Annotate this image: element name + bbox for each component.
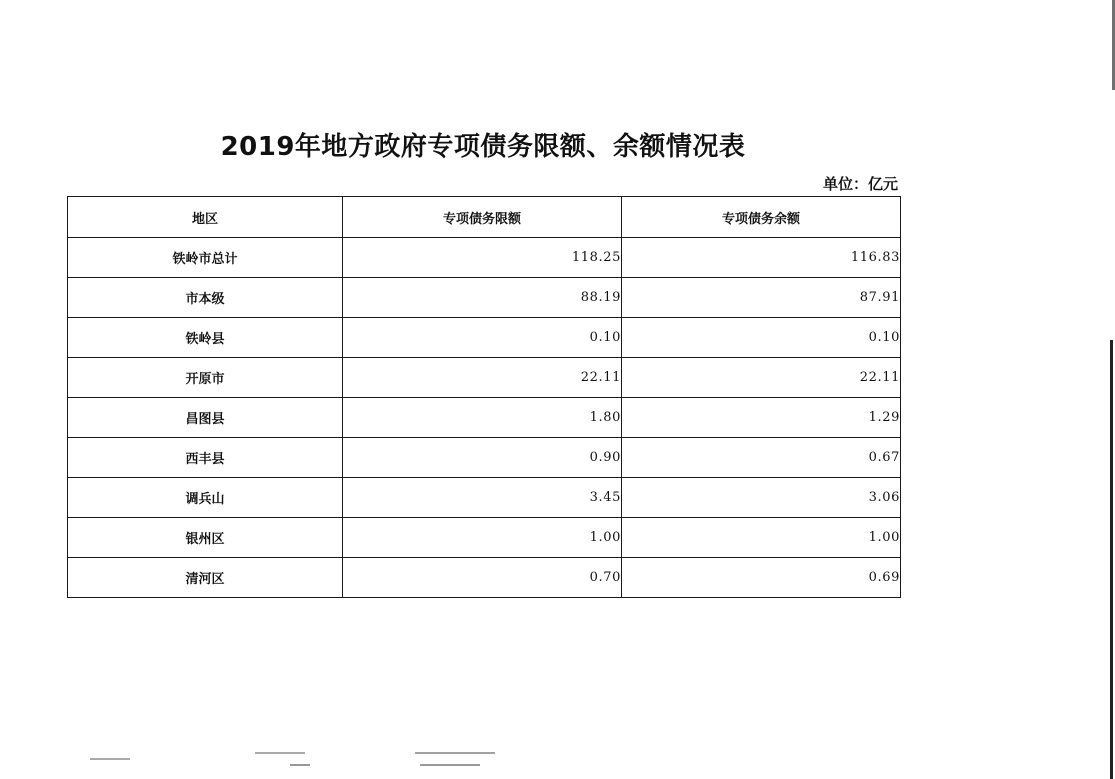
limit-cell: 0.90: [343, 438, 622, 478]
scan-smudge-mark: [420, 764, 480, 766]
region-cell: 清河区: [68, 558, 343, 598]
table-row: [68, 238, 901, 278]
limit-cell: 1.00: [343, 518, 622, 558]
limit-cell: 0.70: [343, 558, 622, 598]
balance-cell: 1.29: [622, 398, 901, 438]
region-cell: 昌图县: [68, 398, 343, 438]
table-row: [68, 438, 901, 478]
scan-smudge-mark: [415, 752, 495, 754]
table-row: [68, 478, 901, 518]
header-region: 地区: [68, 197, 343, 238]
table-row: [68, 558, 901, 598]
limit-cell: 22.11: [343, 358, 622, 398]
limit-cell: 1.80: [343, 398, 622, 438]
header-balance: 专项债务余额: [622, 197, 901, 238]
balance-cell: 116.83: [622, 238, 901, 278]
table-row: [68, 358, 901, 398]
balance-cell: 0.67: [622, 438, 901, 478]
balance-cell: 0.69: [622, 558, 901, 598]
region-cell: 开原市: [68, 358, 343, 398]
region-cell: 市本级: [68, 278, 343, 318]
limit-cell: 0.10: [343, 318, 622, 358]
region-cell: 银州区: [68, 518, 343, 558]
table-header-row: [68, 197, 901, 238]
scan-edge-mark: [1110, 340, 1113, 779]
balance-cell: 22.11: [622, 358, 901, 398]
page-title: 2019年地方政府专项债务限额、余额情况表: [220, 132, 746, 162]
unit-label: 单位：亿元: [822, 175, 898, 193]
balance-cell: 1.00: [622, 518, 901, 558]
table-row: [68, 398, 901, 438]
region-cell: 铁岭市总计: [68, 238, 343, 278]
table-row: [68, 278, 901, 318]
table-row: [68, 318, 901, 358]
region-cell: 调兵山: [68, 478, 343, 518]
region-cell: 西丰县: [68, 438, 343, 478]
table-row: [68, 518, 901, 558]
header-limit: 专项债务限额: [343, 197, 622, 238]
limit-cell: 88.19: [343, 278, 622, 318]
limit-cell: 118.25: [343, 238, 622, 278]
scan-smudge-mark: [255, 752, 305, 754]
balance-cell: 87.91: [622, 278, 901, 318]
debt-table: [67, 196, 901, 598]
limit-cell: 3.45: [343, 478, 622, 518]
balance-cell: 3.06: [622, 478, 901, 518]
region-cell: 铁岭县: [68, 318, 343, 358]
scan-smudge-mark: [290, 764, 310, 766]
balance-cell: 0.10: [622, 318, 901, 358]
scan-smudge-mark: [90, 758, 130, 760]
